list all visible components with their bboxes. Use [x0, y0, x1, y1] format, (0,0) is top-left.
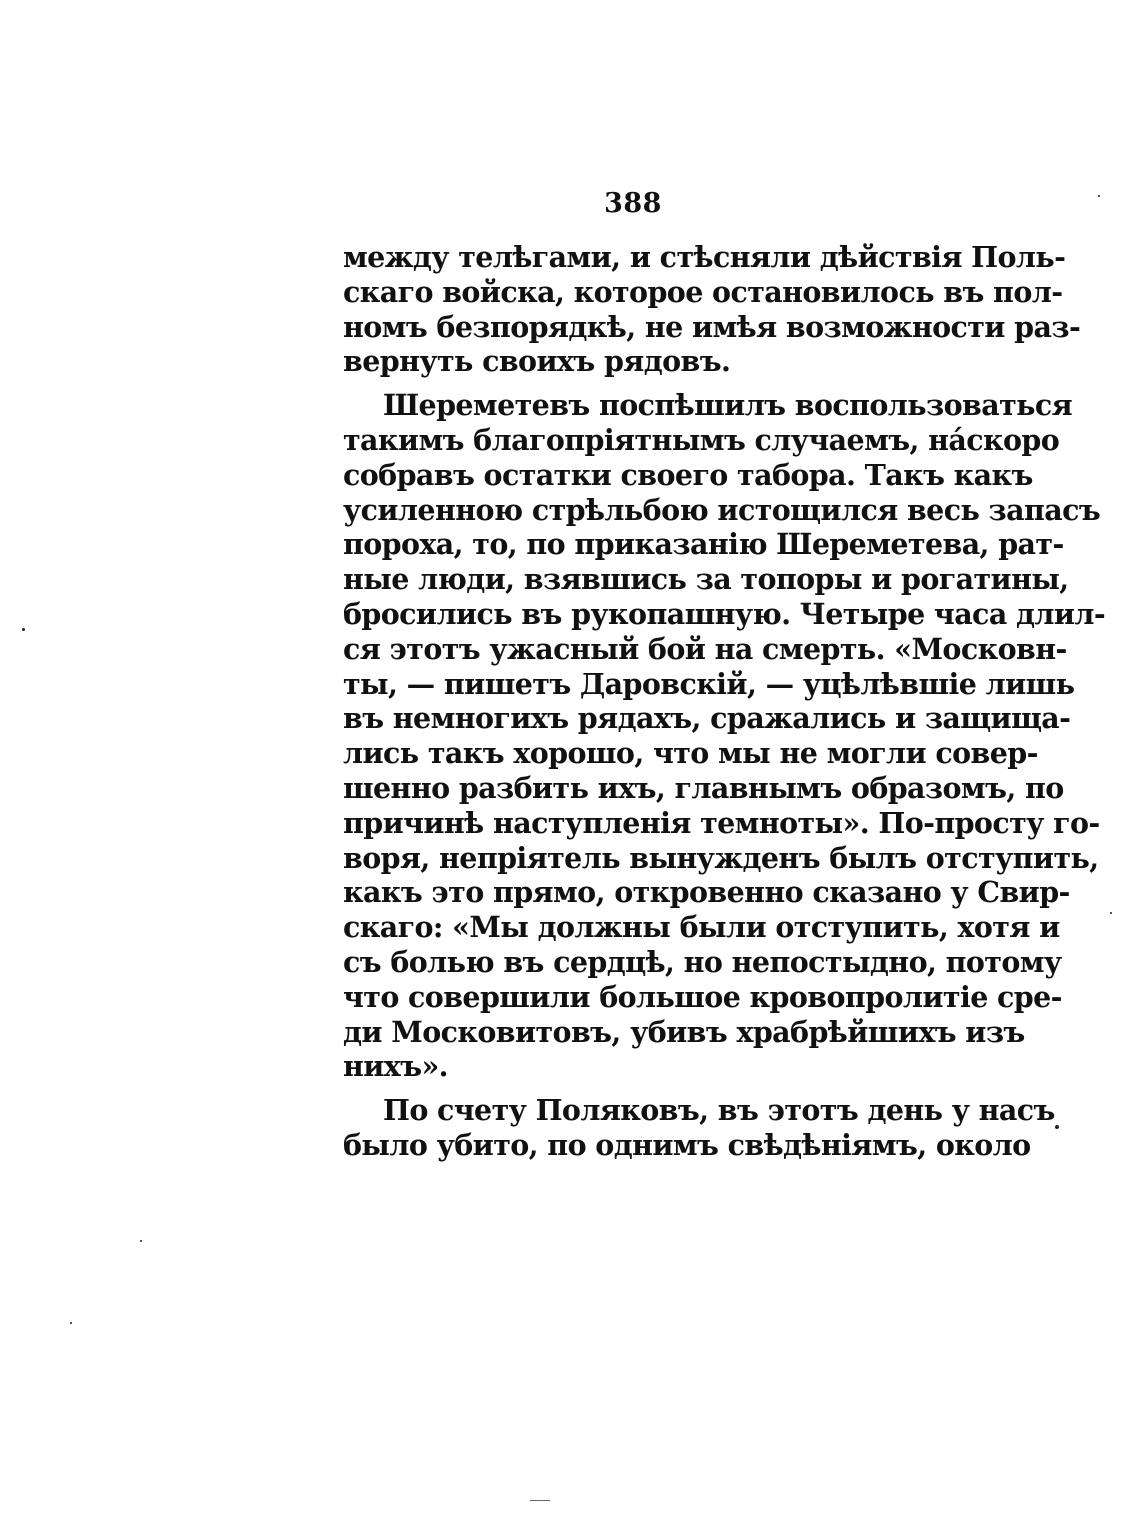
text-line: скаго: «Мы должны были отступить, хотя и — [343, 910, 1060, 945]
text-line: ты, — пишетъ Даровскій, — уцѣлѣвшіе лишь — [343, 666, 1075, 701]
paragraph-3 — [343, 1093, 1055, 1163]
text-line: что совершили большое кровопролитіе сре- — [343, 979, 1062, 1014]
text-line: воря, непріятель вынужденъ былъ отступить, — [343, 840, 1099, 875]
text-line: собравъ остатки своего табора. Такъ какъ — [343, 457, 1033, 492]
paragraph-1 — [343, 240, 1081, 379]
text-line: номъ безпорядкѣ, не имѣя возможности раз- — [343, 309, 1081, 344]
text-line: скаго войска, которое остановилось въ пол- — [343, 274, 1063, 309]
text-line: съ болью въ сердцѣ, но непостыдно, потому — [343, 944, 1062, 979]
text-line: ди Московитовъ, убивъ храбрѣйшихъ изъ — [343, 1014, 1025, 1049]
text-line: причинѣ наступленія темноты». По-просту го- — [343, 805, 1100, 840]
scan-speck — [22, 628, 25, 631]
text-line: въ немногихъ рядахъ, сражались и защища- — [343, 701, 1071, 736]
text-line: По счету Поляковъ, въ этотъ день у насъ — [383, 1093, 1055, 1128]
page-number: 388 — [604, 188, 662, 219]
text-line: такимъ благопріятнымъ случаемъ, на́скоро — [343, 422, 1060, 457]
text-line: было убито, по однимъ свѣдѣніямъ, около — [343, 1127, 1031, 1162]
text-line: какъ это прямо, откровенно сказано у Свир- — [343, 875, 1070, 910]
scan-speck — [140, 1240, 142, 1242]
text-line: Шереметевъ поспѣшилъ воспользоваться — [383, 388, 1073, 423]
scan-dash — [530, 1500, 550, 1501]
scan-speck — [1110, 912, 1112, 914]
text-line: бросились въ рукопашную. Четыре часа длил- — [343, 596, 1106, 631]
text-line: вернуть своихъ рядовъ. — [343, 344, 731, 379]
scan-speck — [70, 1322, 72, 1324]
scan-speck — [1098, 195, 1100, 197]
text-line: усиленною стрѣльбою истощился весь запасъ — [343, 492, 1101, 527]
scan-speck — [1055, 1125, 1059, 1129]
text-line: пороха, то, по приказанію Шереметева, рат- — [343, 527, 1064, 562]
text-line: нихъ». — [343, 1049, 448, 1084]
paragraph-2 — [343, 388, 1106, 1084]
text-line: шенно разбить ихъ, главнымъ образомъ, по — [343, 770, 1064, 805]
text-line: лись такъ хорошо, что мы не могли совер- — [343, 736, 1038, 771]
text-line: между телѣгами, и стѣсняли дѣйствія Поль- — [343, 240, 1066, 274]
body-text — [343, 240, 1106, 1163]
text-line: ся этотъ ужасный бой на смерть. «Московн- — [343, 631, 1067, 666]
text-line: ные люди, взявшись за топоры и рогатины, — [343, 562, 1069, 597]
